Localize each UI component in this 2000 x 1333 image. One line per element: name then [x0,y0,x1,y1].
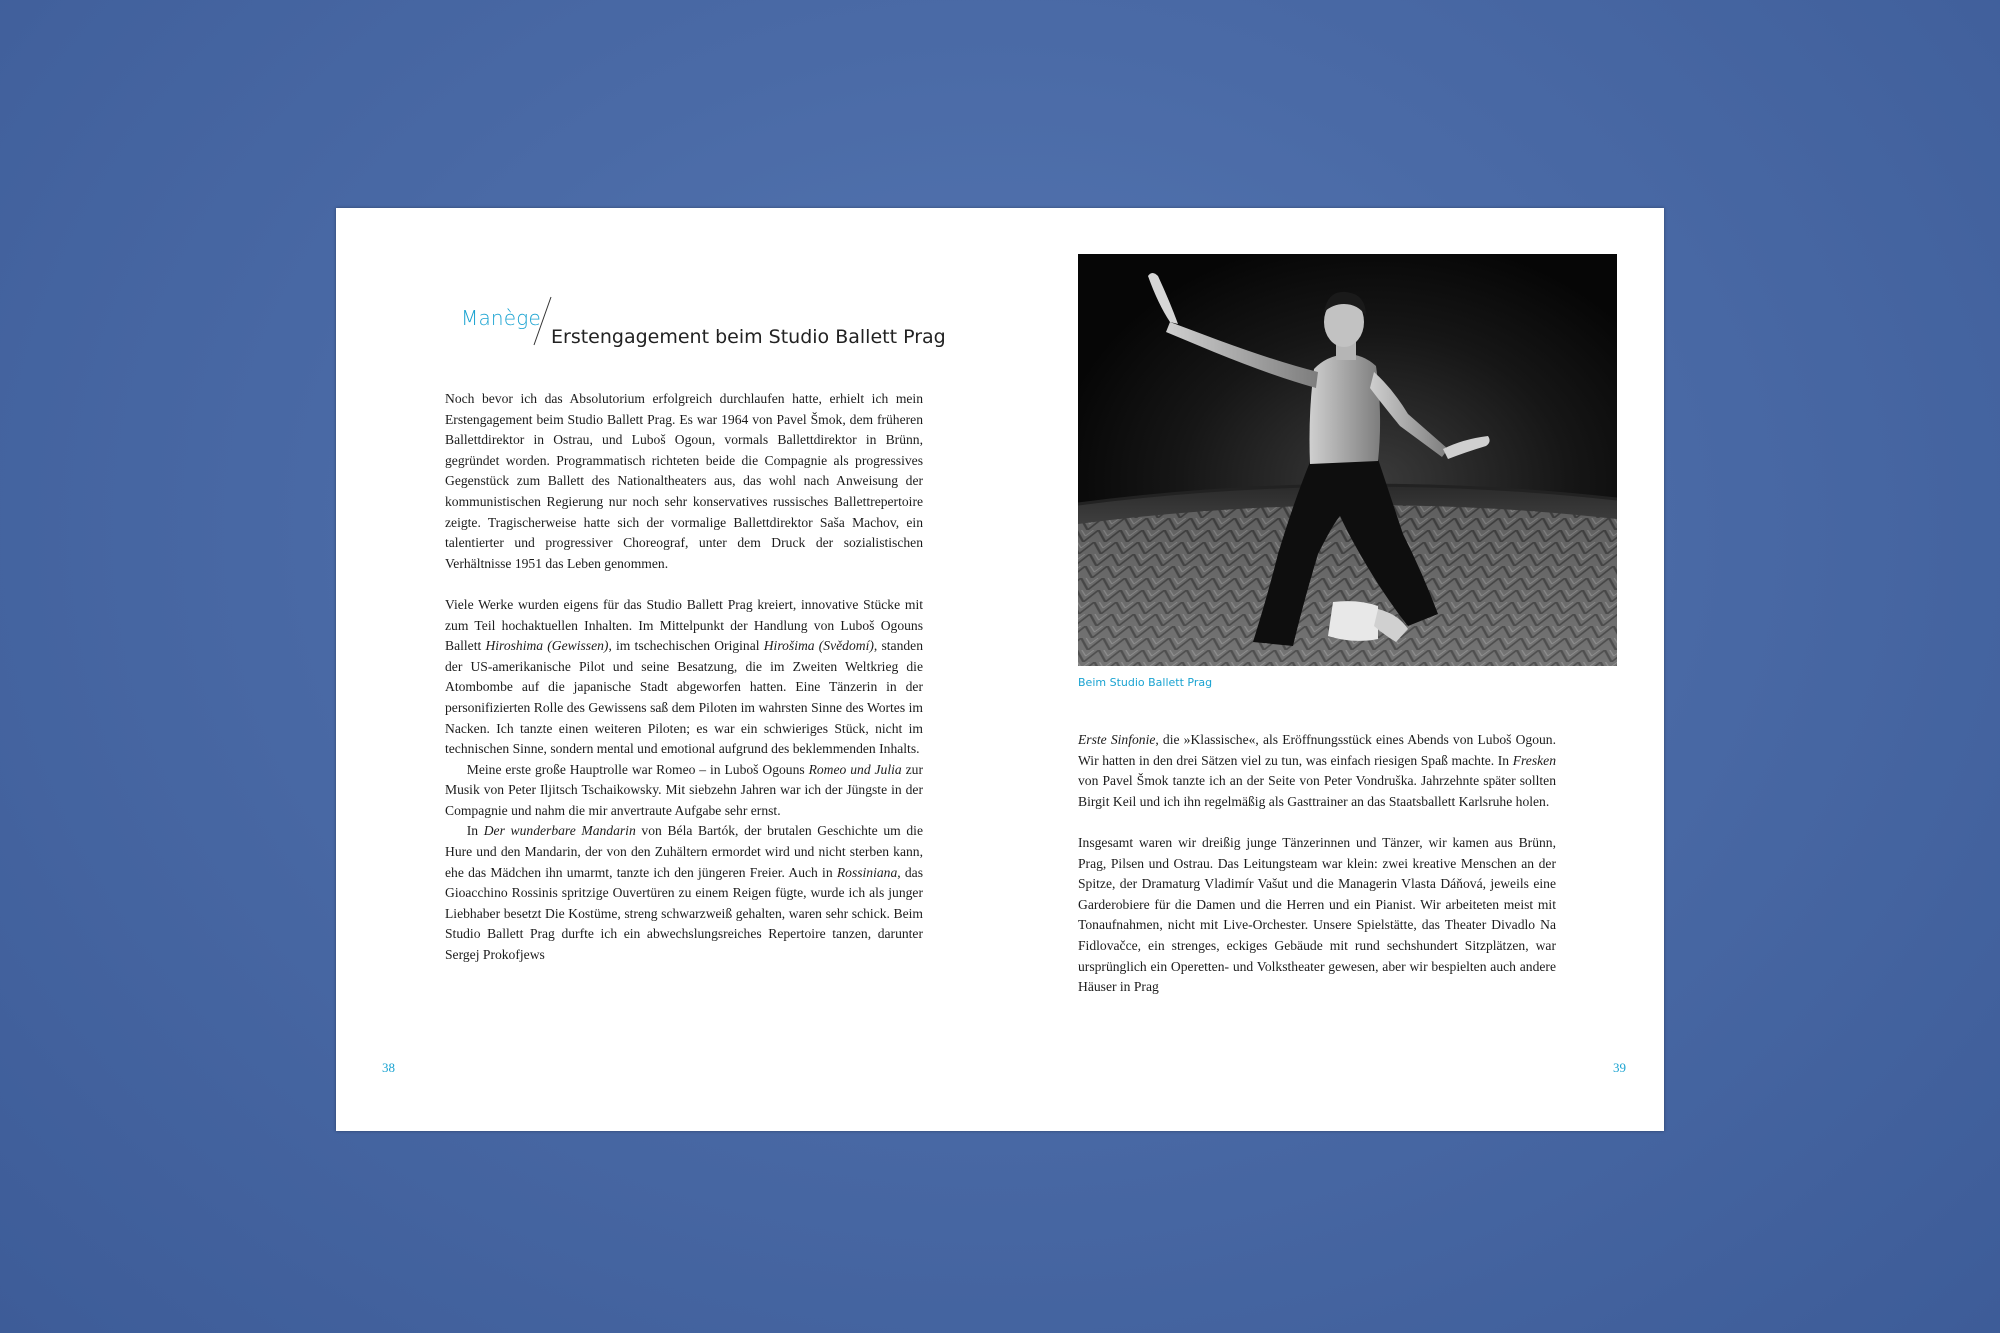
paragraph: Viele Werke wurden eigens für das Studio Ballett Prag kreiert, innovative Stücke mit zum Teil hochaktuellen Inhalten. Im Mittelpunkt der Handlung von Luboš Ogouns Ballett Hiroshima (Gewissen), im tschechischen Original Hirošima (Svědomí), standen der US-amerikanische Pilot und seine Besatzung, die im Zweiten Weltkrieg die Atombombe auf die japanische Stadt abgeworfen hatten. Eine Tänzerin in der personifizierten Rolle des Gewissens saß dem Piloten im wahrsten Sinne des Wortes im Nacken. Ich tanzte einen weiteren Piloten; es war ein schwieriges Stück, nicht im technischen Sinne, sondern mental und emotional aufgrund des beklemmenden Inhalts. [445,596,923,757]
page-number: 38 [382,1060,395,1075]
photo-caption: Beim Studio Ballett Prag [1078,676,1213,689]
chapter-kicker: Manège [461,306,541,330]
paragraph: Meine erste große Hauptrolle war Romeo – in Luboš Ogouns Romeo und Julia zur Musik von Peter Iljitsch Tschaikowsky. Mit siebzehn Jahren war ich der Jüngste in der Compagnie und nahm die mir anvertraute Aufgabe sehr ernst. [445,761,923,818]
left-page [336,208,1000,1131]
dancer-illustration [1078,254,1617,666]
paragraph: Erste Sinfonie, die »Klassische«, als Eröffnungsstück eines Abends von Luboš Ogoun. Wir hatten in den drei Sätzen viel zu tun, was einfach riesigen Spaß machte. In Fresken von Pavel Šmok tanzte ich an der Seite von Peter Vondruška. Jahrzehnte später sollten Birgit Keil und ich ihn regelmäßig als Gasttrainer an das Staatsballett Karlsruhe holen. [1078,732,1556,809]
chapter-title: Erstengagement beim Studio Ballett Prag [551,326,946,348]
right-page [1000,208,1664,1131]
right-body-text [1078,730,1556,998]
left-body-text [445,389,923,966]
paragraph: Insgesamt waren wir dreißig junge Tänzerinnen und Tänzer, wir kamen aus Brünn, Prag, Pilsen und Ostrau. Das Leitungsteam war klein: zwei kreative Menschen an der Spitze, der Dramaturg Vladimír Vašut und die Managerin Vlasta Dáňová, jeweils eine Garderobiere für die Damen und die Herren und ein Pianist. Wir arbeiteten meist mit Tonaufnahmen, nicht mit Live-Orchester. Unsere Spielstätte, das Theater Divadlo Na Fidlovačce, ein strenges, eckiges Gebäude mit rund sechshundert Sitzplätzen, war ursprünglich ein Operetten- und Volkstheater gewesen, aber wir bespielten auch andere Häuser in Prag [1078,834,1556,995]
paragraph: Noch bevor ich das Absolutorium erfolgreich durchlaufen hatte, erhielt ich mein Erstengagement beim Studio Ballett Prag. Es war 1964 von Pavel Šmok, dem früheren Ballettdirektor in Ostrau, und Luboš Ogoun, vormals Ballettdirektor in Brünn, gegründet worden. Programmatisch richteten beide die Compagnie als progressives Gegenstück zum Ballett des Nationaltheaters aus, das wohl nach Anweisung der kommunistischen Regierung nur noch sehr konservatives russisches Ballettrepertoire zeigte. Tragischerweise hatte sich der vormalige Ballettdirektor Saša Machov, ein talentierter und progressiver Choreograf, unter dem Druck der sozialistischen Verhältnisse 1951 das Leben genommen. [445,391,923,571]
page-number: 39 [1613,1060,1626,1075]
book-spread [336,208,1664,1131]
paragraph: In Der wunderbare Mandarin von Béla Bartók, der brutalen Geschichte um die Hure und den Mandarin, der von den Zuhältern ermordet wird und nicht sterben kann, ehe das Mädchen ihn umarmt, tanzte ich den jüngeren Freier. Auch in Rossiniana, das Gioacchino Rossinis spritzige Ouvertüren zu einem Reigen fügte, wurde ich als junger Liebhaber besetzt Die Kostüme, streng schwarzweiß gehalten, waren sehr schick. Beim Studio Ballett Prag durfte ich ein abwechslungsreiches Repertoire tanzen, darunter Sergej Prokofjews [445,823,924,963]
chapter-heading [461,296,946,356]
dancer-photo [1078,254,1617,666]
